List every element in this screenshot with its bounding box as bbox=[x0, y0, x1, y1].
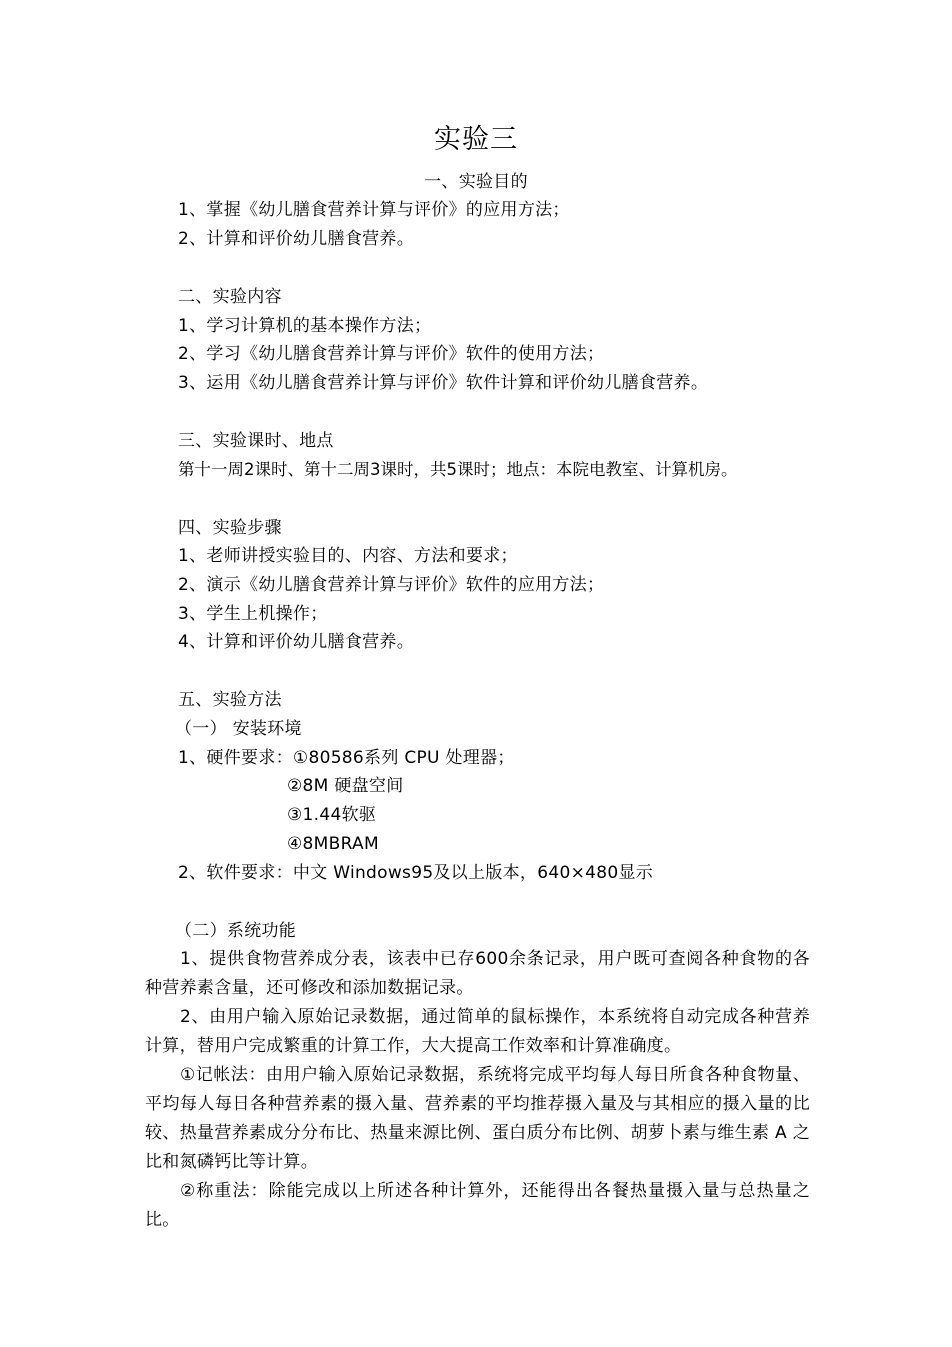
hardware-requirements: 1、硬件要求：①80586系列 CPU 处理器； bbox=[178, 748, 515, 768]
subsection-2-heading: （二）系统功能 bbox=[175, 921, 297, 941]
section-2-item-2: 2、学习《幼儿膳食营养计算与评价》软件的使用方法； bbox=[178, 344, 605, 364]
function-paragraph-3: ①记帐法：由用户输入原始记录数据，系统将完成平均每人每日所食各种食物量、平均每人每日各种营养素的摄入量、营养素的平均推荐摄入量及与其相应的摄入量的比较、热量营养素成分分布比、热量来源比例、蛋白质分布比例、胡萝卜素与维生素 A 之比和氮磷钙比等计算。 bbox=[145, 1065, 810, 1172]
section-3-heading: 三、实验课时、地点 bbox=[178, 431, 334, 451]
function-paragraph-2: 2、由用户输入原始记录数据，通过简单的鼠标操作，本系统将自动完成各种营养计算，替用户完成繁重的计算工作，大大提高工作效率和计算准确度。 bbox=[145, 1007, 810, 1056]
section-4-heading: 四、实验步骤 bbox=[178, 518, 282, 538]
section-1-item-1: 1、掌握《幼儿膳食营养计算与评价》的应用方法； bbox=[178, 200, 570, 220]
hardware-item-ram: ④8MBRAM bbox=[287, 834, 379, 854]
section-3-text: 第十一周2课时、第十二周3课时，共5课时；地点：本院电教室、计算机房。 bbox=[178, 460, 738, 479]
section-5-heading: 五、实验方法 bbox=[178, 690, 282, 710]
section-4-item-2: 2、演示《幼儿膳食营养计算与评价》软件的应用方法； bbox=[178, 575, 605, 595]
page-title: 实验三 bbox=[434, 124, 518, 155]
subsection-1-heading: （一） 安装环境 bbox=[175, 719, 302, 739]
hardware-item-floppy: ③1.44软驱 bbox=[287, 805, 377, 825]
hardware-item-disk: ②8M 硬盘空间 bbox=[287, 776, 404, 796]
section-2-item-1: 1、学习计算机的基本操作方法； bbox=[178, 316, 432, 336]
section-4-item-4: 4、计算和评价幼儿膳食营养。 bbox=[178, 632, 415, 652]
section-2-item-3: 3、运用《幼儿膳食营养计算与评价》软件计算和评价幼儿膳食营养。 bbox=[178, 373, 709, 393]
section-2-heading: 二、实验内容 bbox=[178, 287, 282, 307]
section-4-item-3: 3、学生上机操作； bbox=[178, 604, 328, 624]
software-requirements: 2、软件要求：中文 Windows95及以上版本，640×480显示 bbox=[178, 863, 654, 883]
section-4-item-1: 1、老师讲授实验目的、内容、方法和要求； bbox=[178, 546, 518, 566]
function-paragraph-1: 1、提供食物营养成分表，该表中已存600余条记录，用户既可查阅各种食物的各种营养素含量，还可修改和添加数据记录。 bbox=[145, 949, 810, 998]
function-paragraph-4: ②称重法：除能完成以上所述各种计算外，还能得出各餐热量摄入量与总热量之比。 bbox=[145, 1181, 810, 1230]
section-1-item-2: 2、计算和评价幼儿膳食营养。 bbox=[178, 229, 415, 249]
section-1-heading: 一、实验目的 bbox=[424, 172, 528, 192]
